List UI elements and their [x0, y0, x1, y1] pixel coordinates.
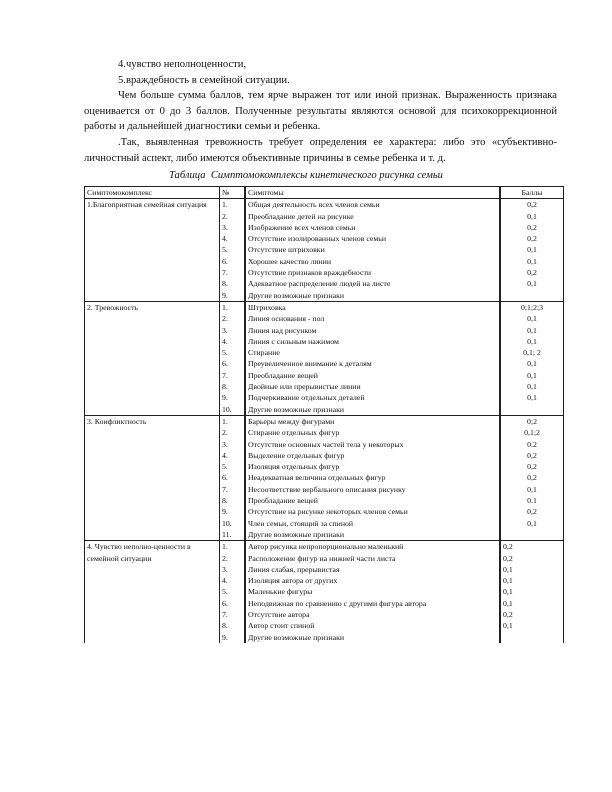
symptom-score: 0,1 — [500, 278, 564, 289]
symptom-text: Другие возможные признаки — [245, 290, 500, 302]
symptom-text: Преобладание детей на рисунке — [245, 211, 500, 222]
symptom-text: Другие возможные признаки — [245, 529, 500, 541]
symptom-text: Барьеры между фигурами — [245, 415, 500, 427]
symptom-score — [500, 404, 564, 416]
table-row — [85, 199, 564, 211]
symptom-text: Штриховка — [245, 301, 500, 313]
symptom-number: 8. — [220, 278, 246, 289]
section-label: 2. Тревожность — [85, 301, 220, 415]
symptom-text: Линия основания - пол — [245, 313, 500, 324]
symptom-score: 0,1 — [500, 575, 564, 586]
header-symptoms: Симптомы — [245, 187, 500, 199]
symptom-number: 4. — [220, 450, 246, 461]
symptom-number: 7. — [220, 484, 246, 495]
symptom-number: 3. — [220, 564, 246, 575]
symptom-text: Общая деятельность всех членов семьи — [245, 199, 500, 211]
symptom-score: 0,1; 2 — [500, 347, 564, 358]
symptom-number: 7. — [220, 609, 246, 620]
symptom-number: 1. — [220, 199, 246, 211]
symptom-number: 5. — [220, 347, 246, 358]
symptom-score: 0,1 — [500, 620, 564, 631]
section-label: 4. Чувство неполно-ценности в семейной ситуации — [85, 541, 220, 643]
symptom-number: 3. — [220, 439, 246, 450]
symptom-number: 9. — [220, 290, 246, 302]
symptom-text: Линия над рисунком — [245, 325, 500, 336]
symptom-text: Хорошее качество линии — [245, 256, 500, 267]
symptom-score: 0,2 — [500, 199, 564, 211]
table-row — [85, 541, 564, 553]
symptom-score: 0,2 — [500, 461, 564, 472]
symptom-score: 0,1 — [500, 313, 564, 324]
symptom-score: 0,1 — [500, 336, 564, 347]
symptom-number: 8. — [220, 381, 246, 392]
symptom-text: Преобладание вещей — [245, 370, 500, 381]
symptom-text: Изображение всех членов семьи — [245, 222, 500, 233]
symptom-text: Автор стоит спиной — [245, 620, 500, 631]
symptom-text: Двойные или прерывистые линии — [245, 381, 500, 392]
symptom-score: 0;1;2;3 — [500, 301, 564, 313]
symptom-text: Расположение фигур на нижней части листа — [245, 553, 500, 564]
section-label: 3. Конфликтность — [85, 415, 220, 540]
symptom-text: Несоответствие вербального описания рисунку — [245, 484, 500, 495]
symptom-number: 4. — [220, 336, 246, 347]
symptom-number: 9. — [220, 392, 246, 403]
symptom-text: Изоляция отдельных фигур — [245, 461, 500, 472]
symptom-score: 0,2 — [500, 541, 564, 553]
table-row — [85, 415, 564, 427]
symptom-score: 0,1 — [500, 484, 564, 495]
table-caption: Таблица Симптомокомплексы кинетического рисунка семьи — [169, 170, 443, 181]
symptom-number: 4. — [220, 233, 246, 244]
paragraph — [84, 73, 557, 89]
symptom-number: 3. — [220, 222, 246, 233]
symptom-number: 2. — [220, 211, 246, 222]
symptom-number: 6. — [220, 472, 246, 483]
paragraph-text: 4.чувство неполноценности, — [118, 59, 247, 70]
symptom-score: 0,1 — [500, 325, 564, 336]
symptom-number: 5. — [220, 461, 246, 472]
symptom-score: 0,1;2 — [500, 427, 564, 438]
symptom-score: 0;2 — [500, 415, 564, 427]
symptom-score: 0,1 — [500, 244, 564, 255]
symptom-number: 9. — [220, 506, 246, 517]
symptom-number: 5. — [220, 586, 246, 597]
symptom-text: Маленькие фигуры — [245, 586, 500, 597]
symptom-text: Другие возможные признаки — [245, 404, 500, 416]
symptom-score: 0,2 — [500, 553, 564, 564]
symptom-text: Отсутствие основных частей тела у некоторых — [245, 439, 500, 450]
symptom-number: 6. — [220, 358, 246, 369]
section-label: 1.Благоприятная семейная ситуация — [85, 199, 220, 302]
symptom-number: 7. — [220, 370, 246, 381]
table-row — [85, 301, 564, 313]
paragraph — [84, 57, 557, 73]
symptom-number: 1. — [220, 415, 246, 427]
symptom-number: 9. — [220, 632, 246, 643]
symptom-text: Линия с сильным нажимом — [245, 336, 500, 347]
symptom-number: 2. — [220, 553, 246, 564]
symptom-number: 5. — [220, 244, 246, 255]
symptom-text: Преувеличенное внимание к деталям — [245, 358, 500, 369]
symptom-text: Автор рисунка непропорционально маленький — [245, 541, 500, 553]
symptom-score: 0.1 — [500, 495, 564, 506]
paragraph-text: 5.враждебность в семейной ситуации. — [118, 74, 290, 86]
symptom-score: 0,1 — [500, 598, 564, 609]
symptom-number: 1. — [220, 541, 246, 553]
symptom-score: 0,1 — [500, 564, 564, 575]
symptom-score: 0.2 — [500, 439, 564, 450]
symptom-text: Отсутствие на рисунке некоторых членов семьи — [245, 506, 500, 517]
symptom-text: Подчеркивание отдельных деталей — [245, 392, 500, 403]
symptom-score: 0,1 — [500, 370, 564, 381]
symptom-score — [500, 290, 564, 302]
symptom-number: 10. — [220, 404, 246, 416]
symptom-number: 3. — [220, 325, 246, 336]
symptom-number: 7. — [220, 267, 246, 278]
header-number: № — [220, 187, 246, 199]
symptom-text: Другие возможные признаки — [245, 632, 500, 643]
symptom-text: Отсутствие изолированных членов семьи — [245, 233, 500, 244]
symptom-text: Преобладание вещей — [245, 495, 500, 506]
symptom-text: Отсутствие признаков враждебности — [245, 267, 500, 278]
symptom-text: Выделение отдельных фигур — [245, 450, 500, 461]
table-header-row — [85, 187, 564, 199]
symptom-score: 0,1 — [500, 358, 564, 369]
header-complex: Симптомокомплекс — [85, 187, 220, 199]
symptom-score: 0,2 — [500, 506, 564, 517]
symptom-score — [500, 529, 564, 541]
symptom-text: Изоляция автора от других — [245, 575, 500, 586]
symptom-text: Член семьи, стоящий за спиной — [245, 518, 500, 529]
paragraph-text: Чем больше сумма баллов, тем ярче выражен тот или иной признак. Выраженность признака оценивается от 0 до 3 баллов. Полученные результаты являются основой для психокоррекционной работы и дальнейшей диагностики семьи и ребенка. — [84, 90, 557, 133]
symptom-number: 8. — [220, 495, 246, 506]
symptom-score: 0,1 — [500, 586, 564, 597]
paragraph — [84, 88, 557, 135]
header-score: Баллы — [500, 187, 564, 199]
symptom-score: 0,2 — [500, 267, 564, 278]
symptom-score: 0,2 — [500, 472, 564, 483]
symptom-score: 0,1 — [500, 518, 564, 529]
symptom-text: Линия слабая, прерывистая — [245, 564, 500, 575]
paragraph-text: .Так, выявленная тревожность требует определения ее характера: либо это «субъективно-личностный аспект, либо имеются объективные причины в семье ребенка и т. д. — [84, 137, 557, 164]
symptom-score: 0,1 — [500, 392, 564, 403]
symptom-score: 0,1 — [500, 381, 564, 392]
symptom-number: 6. — [220, 256, 246, 267]
symptom-number: 8. — [220, 620, 246, 631]
symptom-score: 0,2 — [500, 233, 564, 244]
symptom-text: Стирание отдельных фигур — [245, 427, 500, 438]
symptom-table — [84, 186, 564, 643]
symptom-score: 0,1 — [500, 211, 564, 222]
symptom-number: 2. — [220, 427, 246, 438]
symptom-text: Стирание — [245, 347, 500, 358]
symptom-score: 0,2 — [500, 450, 564, 461]
symptom-score: 0,2 — [500, 222, 564, 233]
symptom-number: 6. — [220, 598, 246, 609]
symptom-score — [500, 632, 564, 643]
symptom-number: 10. — [220, 518, 246, 529]
symptom-number: 1. — [220, 301, 246, 313]
symptom-text: Адекватное распределение людей на листе — [245, 278, 500, 289]
symptom-text: Неадекватная величина отдельных фигур — [245, 472, 500, 483]
symptom-text: Отсутствие автора — [245, 609, 500, 620]
symptom-text: Отсутствие штриховки — [245, 244, 500, 255]
symptom-text: Неподвижная по сравнению с другими фигура автора — [245, 598, 500, 609]
symptom-score: 0,1 — [500, 256, 564, 267]
symptom-score: 0,2 — [500, 609, 564, 620]
symptom-number: 4. — [220, 575, 246, 586]
symptom-number: 11. — [220, 529, 246, 541]
paragraph — [84, 135, 557, 166]
symptom-number: 2. — [220, 313, 246, 324]
